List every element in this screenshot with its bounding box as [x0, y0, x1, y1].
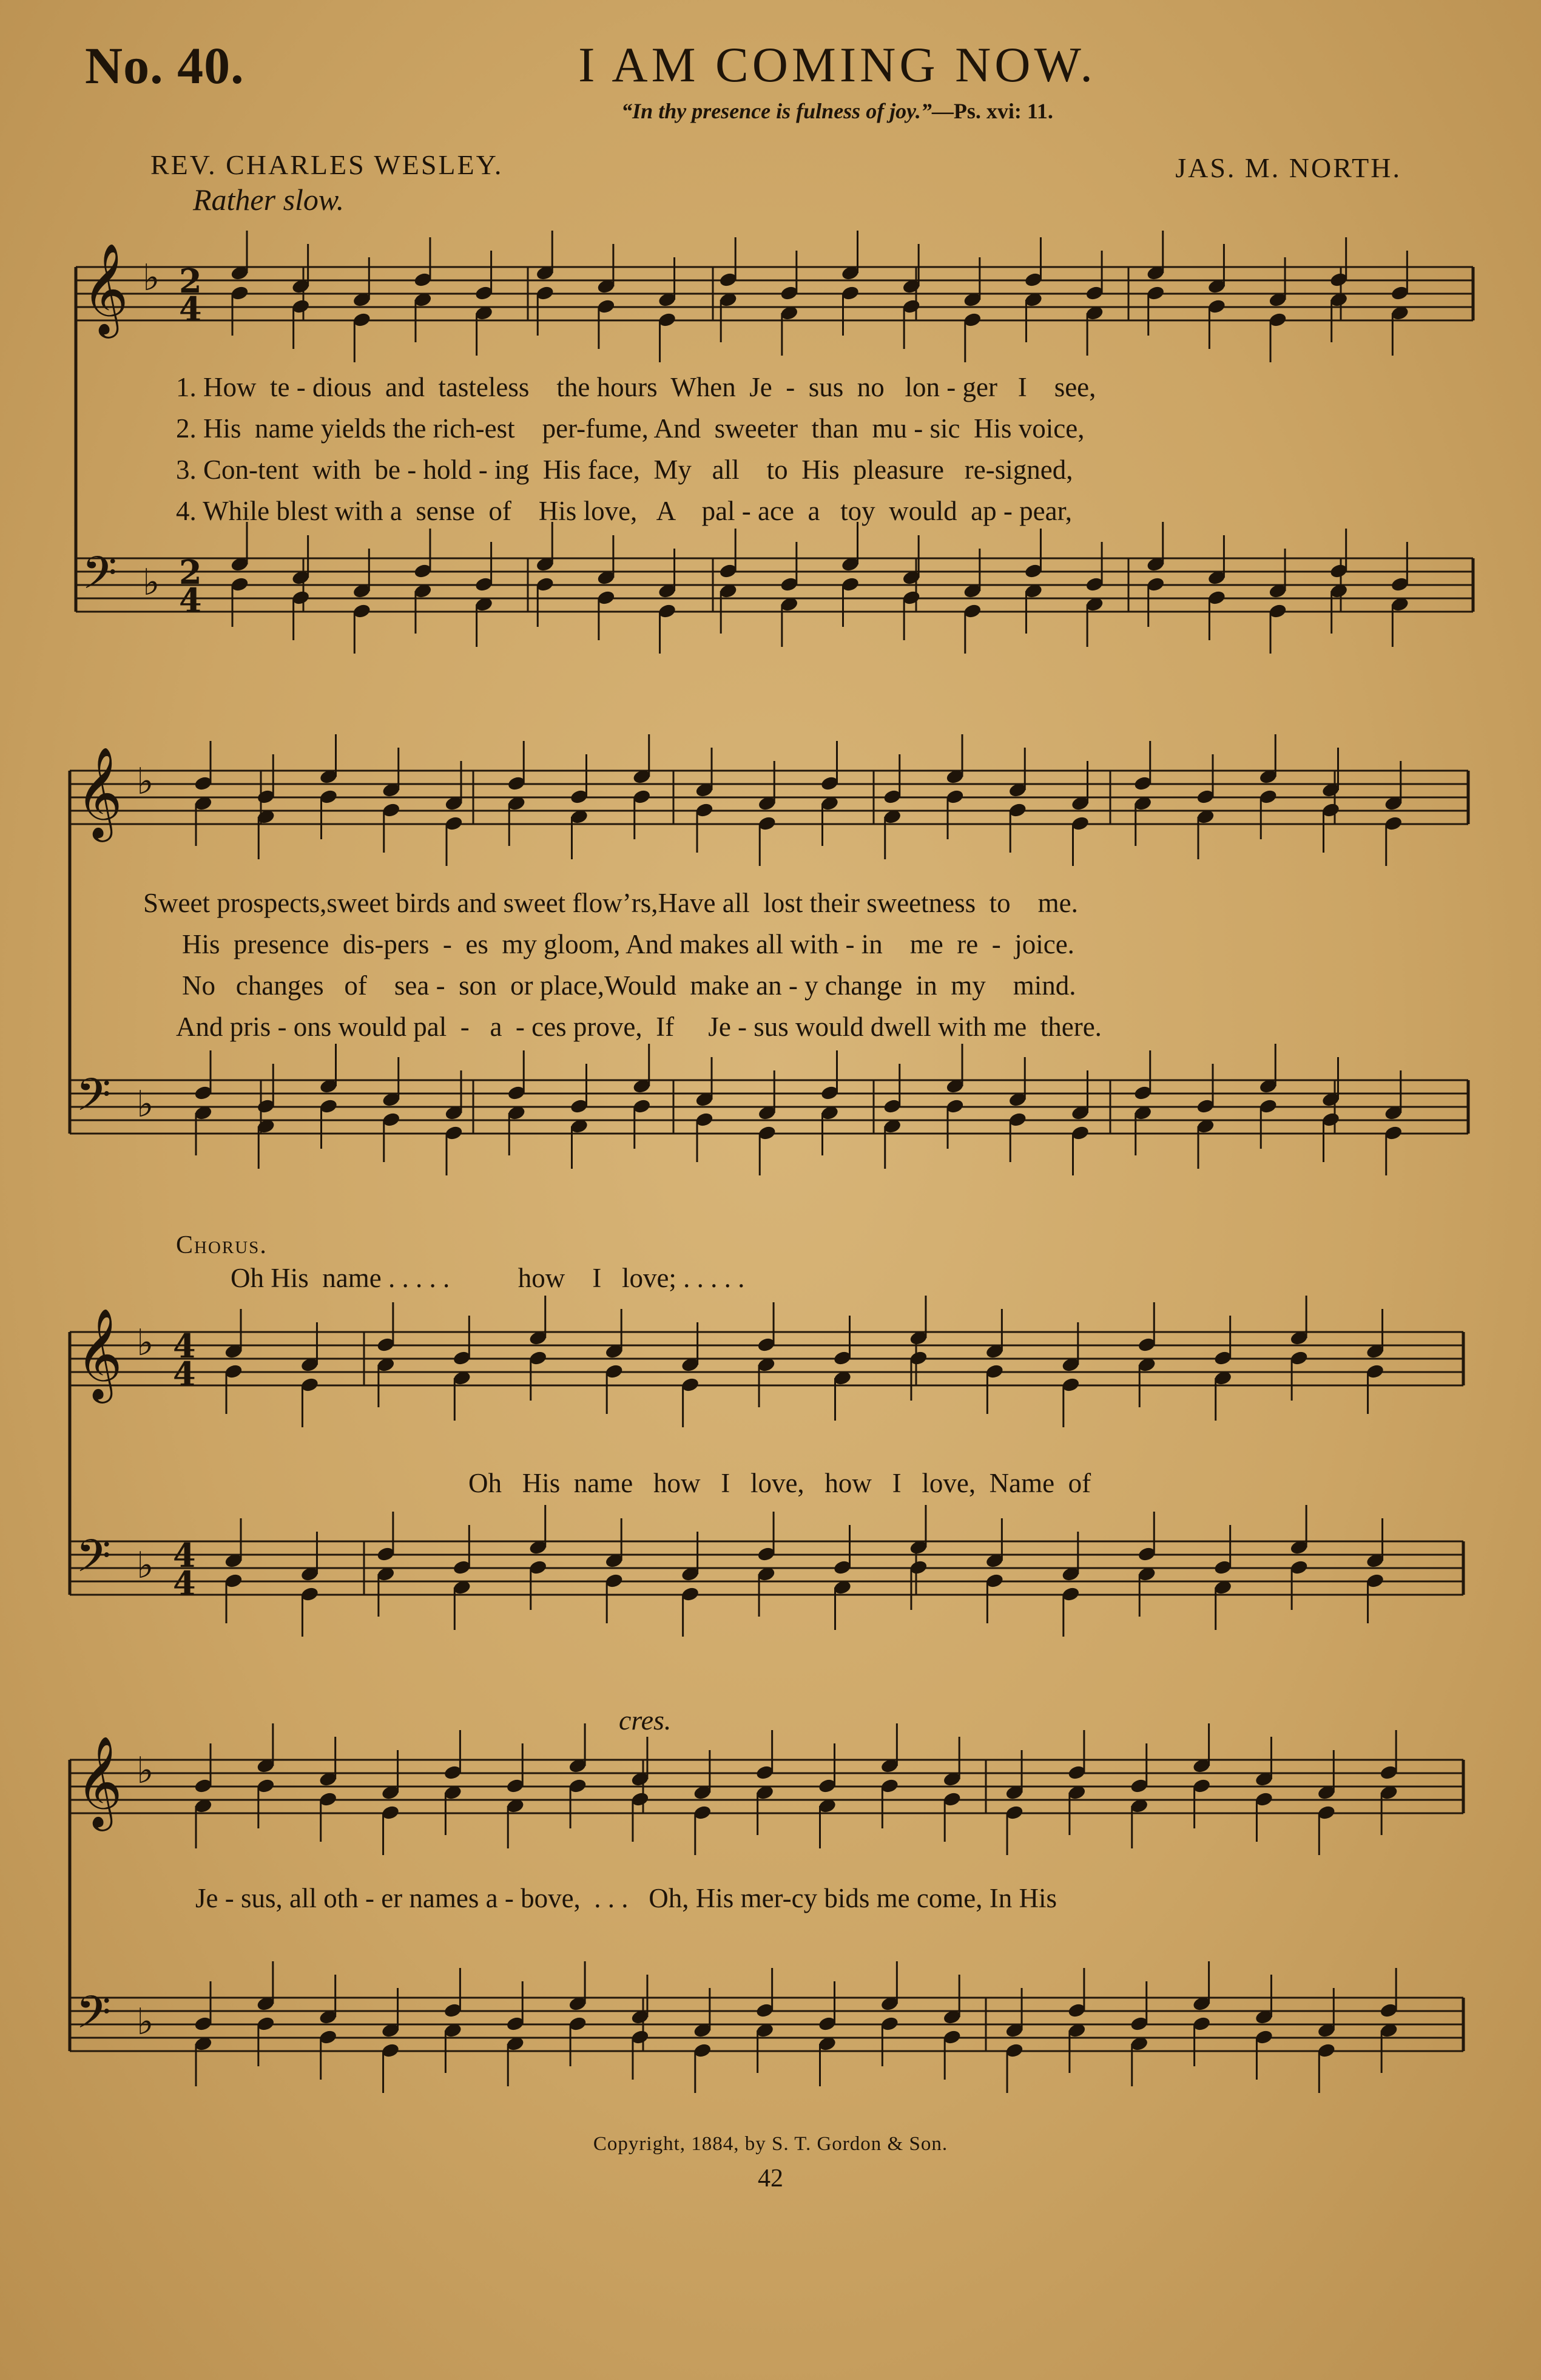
verse-line: And pris - ons would pal - a - ces prove, If Je - sus would dwell with me there.: [176, 1012, 1102, 1042]
author-credit: REV. CHARLES WESLEY.: [150, 149, 504, 180]
verse-line: No changes of sea - son or place,Would make an - y change in my mind.: [182, 970, 1076, 1001]
svg-text:4: 4: [173, 1327, 196, 1365]
svg-text:♭: ♭: [143, 561, 160, 604]
svg-text:♭: ♭: [137, 2001, 154, 2043]
epigraph-quote: “In thy presence is fulness of joy.”: [621, 99, 932, 123]
svg-text:♭: ♭: [143, 257, 160, 299]
verse-line: 2. His name yields the rich-est per-fume, And sweeter than mu - sic His voice,: [176, 413, 1085, 444]
chorus-label: Chorus.: [176, 1231, 268, 1259]
chorus-line: Oh His name . . . . . how I love; . . . . .: [231, 1263, 745, 1293]
verse-line: 1. How te - dious and tasteless the hours When Je - sus no lon - ger I see,: [176, 372, 1096, 402]
svg-text:♭: ♭: [137, 1750, 154, 1792]
hymn-number: No. 40.: [85, 36, 244, 95]
hymn-title: I AM COMING NOW.: [578, 37, 1096, 92]
svg-text:4: 4: [179, 581, 202, 620]
svg-text:4: 4: [173, 1536, 196, 1575]
page-number: 42: [758, 2165, 783, 2192]
svg-text:𝄢: 𝄢: [82, 547, 117, 610]
tempo-marking: Rather slow.: [193, 183, 345, 217]
svg-text:4: 4: [173, 1564, 196, 1603]
svg-text:♭: ♭: [137, 1083, 154, 1126]
crescendo-marking: cres.: [619, 1705, 672, 1736]
verse-line: 3. Con-tent with be - hold - ing His face, My all to His pleasure re-signed,: [176, 455, 1073, 485]
chorus-line: Oh His name how I love, how I love, Name of: [468, 1468, 1091, 1498]
svg-text:2: 2: [179, 553, 202, 592]
svg-text:𝄢: 𝄢: [76, 1069, 111, 1132]
svg-text:4: 4: [173, 1354, 196, 1393]
verse-line: Sweet prospects,sweet birds and sweet flow’rs,Have all lost their sweetness to me.: [143, 888, 1078, 918]
svg-text:𝄢: 𝄢: [76, 1530, 111, 1594]
chorus-line: Je - sus, all oth - er names a - bove, . . . Oh, His mer-cy bids me come, In His: [195, 1883, 1057, 1913]
svg-text:♭: ♭: [137, 1322, 154, 1364]
svg-text:♭: ♭: [137, 1544, 154, 1587]
verse-line: His presence dis-pers - es my gloom, And makes all with - in me re - joice.: [182, 929, 1074, 959]
svg-text:4: 4: [179, 289, 202, 328]
epigraph-reference: —Ps. xvi: 11.: [931, 99, 1053, 123]
verse-line: 4. While blest with a sense of His love, A pal - ace a toy would ap - pear,: [176, 496, 1073, 526]
svg-text:𝄢: 𝄢: [76, 1986, 111, 2050]
svg-text:𝄞: 𝄞: [76, 1307, 123, 1399]
composer-credit: JAS. M. NORTH.: [1175, 152, 1401, 183]
svg-text:𝄞: 𝄞: [82, 242, 129, 334]
svg-text:𝄞: 𝄞: [76, 1735, 123, 1827]
svg-text:𝄞: 𝄞: [76, 746, 123, 838]
copyright-notice: Copyright, 1884, by S. T. Gordon & Son.: [593, 2133, 948, 2155]
svg-text:♭: ♭: [137, 760, 154, 803]
svg-text:2: 2: [179, 262, 202, 300]
